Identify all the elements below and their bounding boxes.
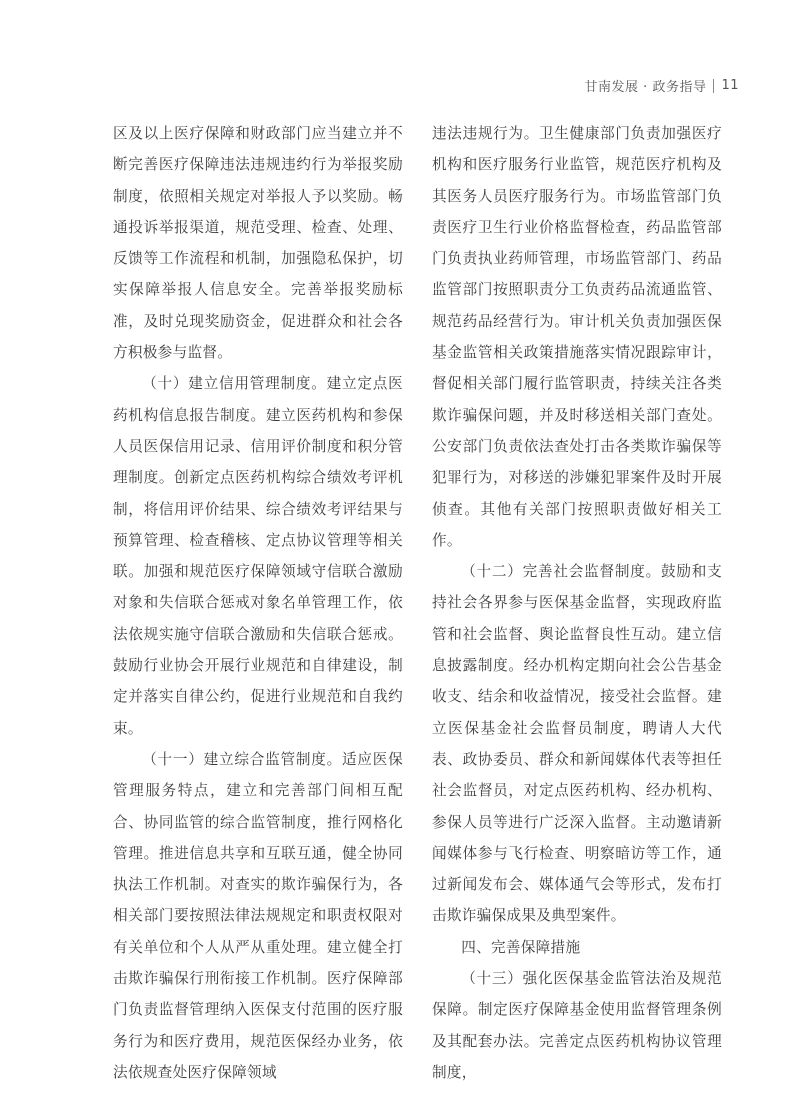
left-column	[113, 118, 403, 1088]
paragraph: 区及以上医疗保障和财政部门应当建立并不断完善医疗保障违法违规违约行为举报奖励制度，依照相关规定对举报人予以奖励。畅通投诉举报渠道，规范受理、检查、处理、反馈等工作流程和机制，加强隐私保护，切实保障举报人信息安全。完善举报奖励标准，及时兑现奖励资金，促进群众和社会各方积极参与监督。	[113, 125, 403, 362]
paragraph: 违法违规行为。卫生健康部门负责加强医疗机构和医疗服务行业监管，规范医疗机构及其医务人员医疗服务行为。市场监管部门负责医疗卫生行业价格监督检查，药品监管部门负责执业药师管理，市场监管部门、药品监管部门按照职责分工负责药品流通监管、规范药品经营行为。审计机关负责加强医保基金监管相关政策措施落实情况跟踪审计，督促相关部门履行监管职责，持续关注各类欺诈骗保问题，并及时移送相关部门查处。公安部门负责依法查处打击各类欺诈骗保等犯罪行为，对移送的涉嫌犯罪案件及时开展侦查。其他有关部门按照职责做好相关工作。	[432, 125, 722, 549]
paragraph: （十一）建立综合监管制度。适应医保管理服务特点，建立和完善部门间相互配合、协同监管的综合监管制度，推行网格化管理。推进信息共享和互联互通，健全协同执法工作机制。对查实的欺诈骗保行为，各相关部门要按照法律法规规定和职责权限对有关单位和个人从严从重处理。建立健全打击欺诈骗保行刑衔接工作机制。医疗保障部门负责监督管理纳入医保支付范围的医疗服务行为和医疗费用，规范医保经办业务，依法依规查处医疗保障领域	[113, 750, 403, 1081]
header-title: 甘南发展 · 政务指导	[584, 80, 707, 95]
paragraph: （十三）强化医保基金监管法治及规范保障。制定医疗保障基金使用监督管理条例及其配套办法。完善定点医药机构协议管理制度，	[432, 970, 722, 1081]
paragraph: （十二）完善社会监督制度。鼓励和支持社会各界参与医保基金监督，实现政府监管和社会监督、舆论监督良性互动。建立信息披露制度。经办机构定期向社会公告基金收支、结余和收益情况，接受社会监督。建立医保基金社会监督员制度，聘请人大代表、政协委员、群众和新闻媒体代表等担任社会监督员，对定点医药机构、经办机构、参保人员等进行广泛深入监督。主动邀请新闻媒体参与飞行检查、明察暗访等工作，通过新闻发布会、媒体通气会等形式，发布打击欺诈骗保成果及典型案件。	[432, 563, 722, 925]
section-heading: 四、完善保障措施	[461, 938, 581, 956]
page-header	[585, 76, 739, 95]
paragraph: （十）建立信用管理制度。建立定点医药机构信息报告制度。建立医药机构和参保人员医保信用记录、信用评价制度和积分管理制度。创新定点医药机构综合绩效考评机制，将信用评价结果、综合绩效考评结果与预算管理、检查稽核、定点协议管理等相关联。加强和规范医疗保障领域守信联合激励对象和失信联合惩戒对象名单管理工作，依法依规实施守信联合激励和失信联合惩戒。鼓励行业协会开展行业规范和自律建设，制定并落实自律公约，促进行业规范和自我约束。	[113, 375, 403, 737]
right-column	[432, 118, 722, 1088]
header-divider	[713, 79, 714, 93]
page-number: 11	[721, 78, 739, 93]
